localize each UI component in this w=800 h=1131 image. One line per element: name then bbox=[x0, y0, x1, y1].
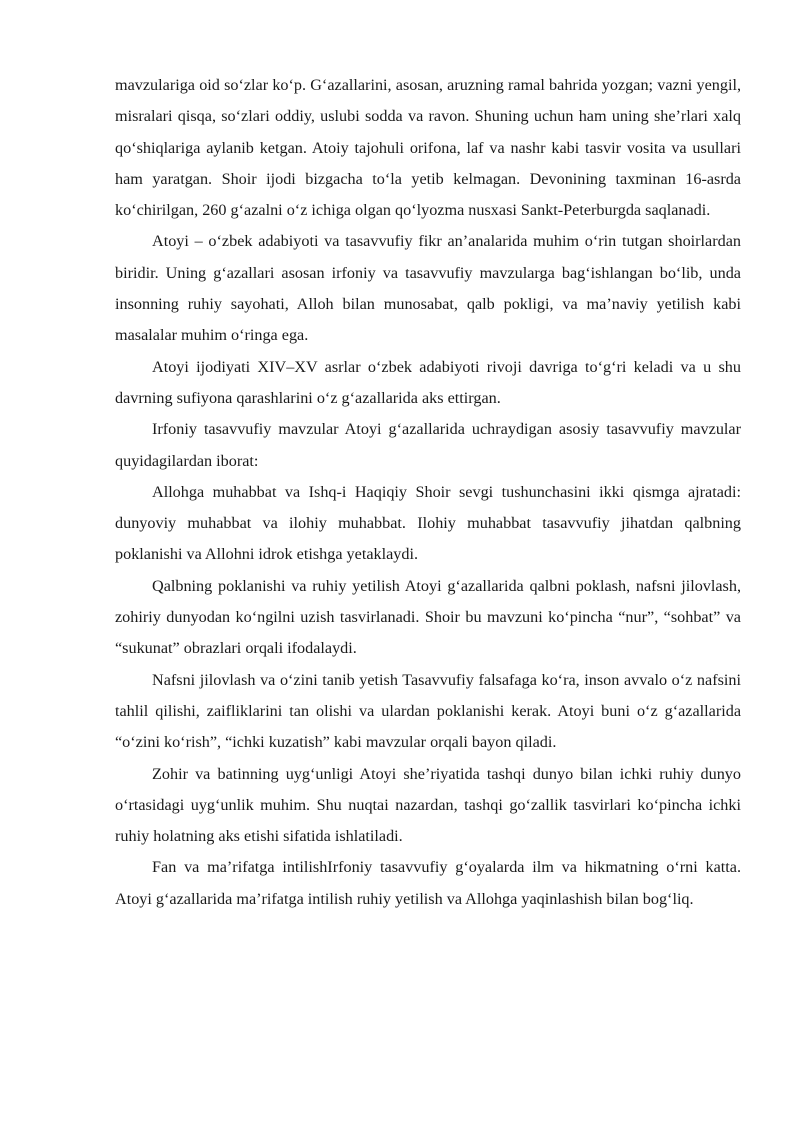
paragraph-7: Nafsni jilovlash va o‘zini tanib yetish Tasavvufiy falsafaga ko‘ra, inson avvalo o‘z nafsini tahlil qilishi, zaifliklarini tan olishi va ulardan poklanishi kerak. Atoyi buni o‘z g‘azallarida “o‘zini ko‘rish”, “ichki kuzatish” kabi mavzular orqali bayon qiladi. bbox=[115, 670, 741, 752]
paragraph-8: Zohir va batinning uyg‘unligi Atoyi she’riyatida tashqi dunyo bilan ichki ruhiy dunyo o‘rtasidagi uyg‘unlik muhim. Shu nuqtai nazardan, tashqi go‘zallik tasvirlari ko‘pincha ichki ruhiy holatning aks etishi sifatida ishlatiladi. bbox=[115, 764, 741, 846]
paragraph-4: Irfoniy tasavvufiy mavzular Atoyi g‘azallarida uchraydigan asosiy tasavvufiy mavzular quyidagilardan iborat: bbox=[115, 420, 741, 470]
paragraph-2: Atoyi – o‘zbek adabiyoti va tasavvufiy fikr an’analarida muhim o‘rin tutgan shoirlardan biridir. Uning g‘azallari asosan irfoniy va tasavvufiy mavzularga bag‘ishlangan bo‘lib, unda insonning ruhiy sayohati, Alloh bilan munosabat, qalb pokligi, va ma’naviy yetilish kabi masalalar muhim o‘ringa ega. bbox=[115, 232, 741, 345]
paragraph-6: Qalbning poklanishi va ruhiy yetilish Atoyi g‘azallarida qalbni poklash, nafsni jilovlash, zohiriy dunyodan ko‘ngilni uzish tasvirlanadi. Shoir bu mavzuni ko‘pincha “nur”, “sohbat” va “sukunat” obrazlari orqali ifodalaydi. bbox=[115, 576, 741, 658]
paragraph-5: Allohga muhabbat va Ishq-i Haqiqiy Shoir sevgi tushunchasini ikki qismga ajratadi: dunyoviy muhabbat va ilohiy muhabbat. Ilohiy muhabbat tasavvufiy jihatdan qalbning poklanishi va Allohni idrok etishga yetaklaydi. bbox=[115, 482, 741, 564]
document-page bbox=[115, 70, 741, 915]
paragraph-1: mavzulariga oid so‘zlar ko‘p. G‘azallarini, asosan, aruzning ramal bahrida yozgan; vazni yengil, misralari qisqa, so‘zlari oddiy, uslubi sodda va ravon. Shuning uchun ham uning she’rlari xalq qo‘shiqlariga aylanib ketgan. Atoiy tajohuli orifona, laf va nashr kabi tasvir vosita va usullari ham yaratgan. Shoir ijodi bizgacha to‘la yetib kelmagan. Devonining taxminan 16-asrda ko‘chirilgan, 260 g‘azalni o‘z ichiga olgan qo‘lyozma nusxasi Sankt-Peterburgda saqlanadi. bbox=[115, 76, 741, 220]
paragraph-9: Fan va ma’rifatga intilishIrfoniy tasavvufiy g‘oyalarda ilm va hikmatning o‘rni katta. Atoyi g‘azallarida ma’rifatga intilish ruhiy yetilish va Allohga yaqinlashish bilan bog‘liq. bbox=[115, 858, 741, 908]
paragraph-3: Atoyi ijodiyati XIV–XV asrlar o‘zbek adabiyoti rivoji davriga to‘g‘ri keladi va u shu davrning sufiyona qarashlarini o‘z g‘azallarida aks ettirgan. bbox=[115, 357, 741, 407]
